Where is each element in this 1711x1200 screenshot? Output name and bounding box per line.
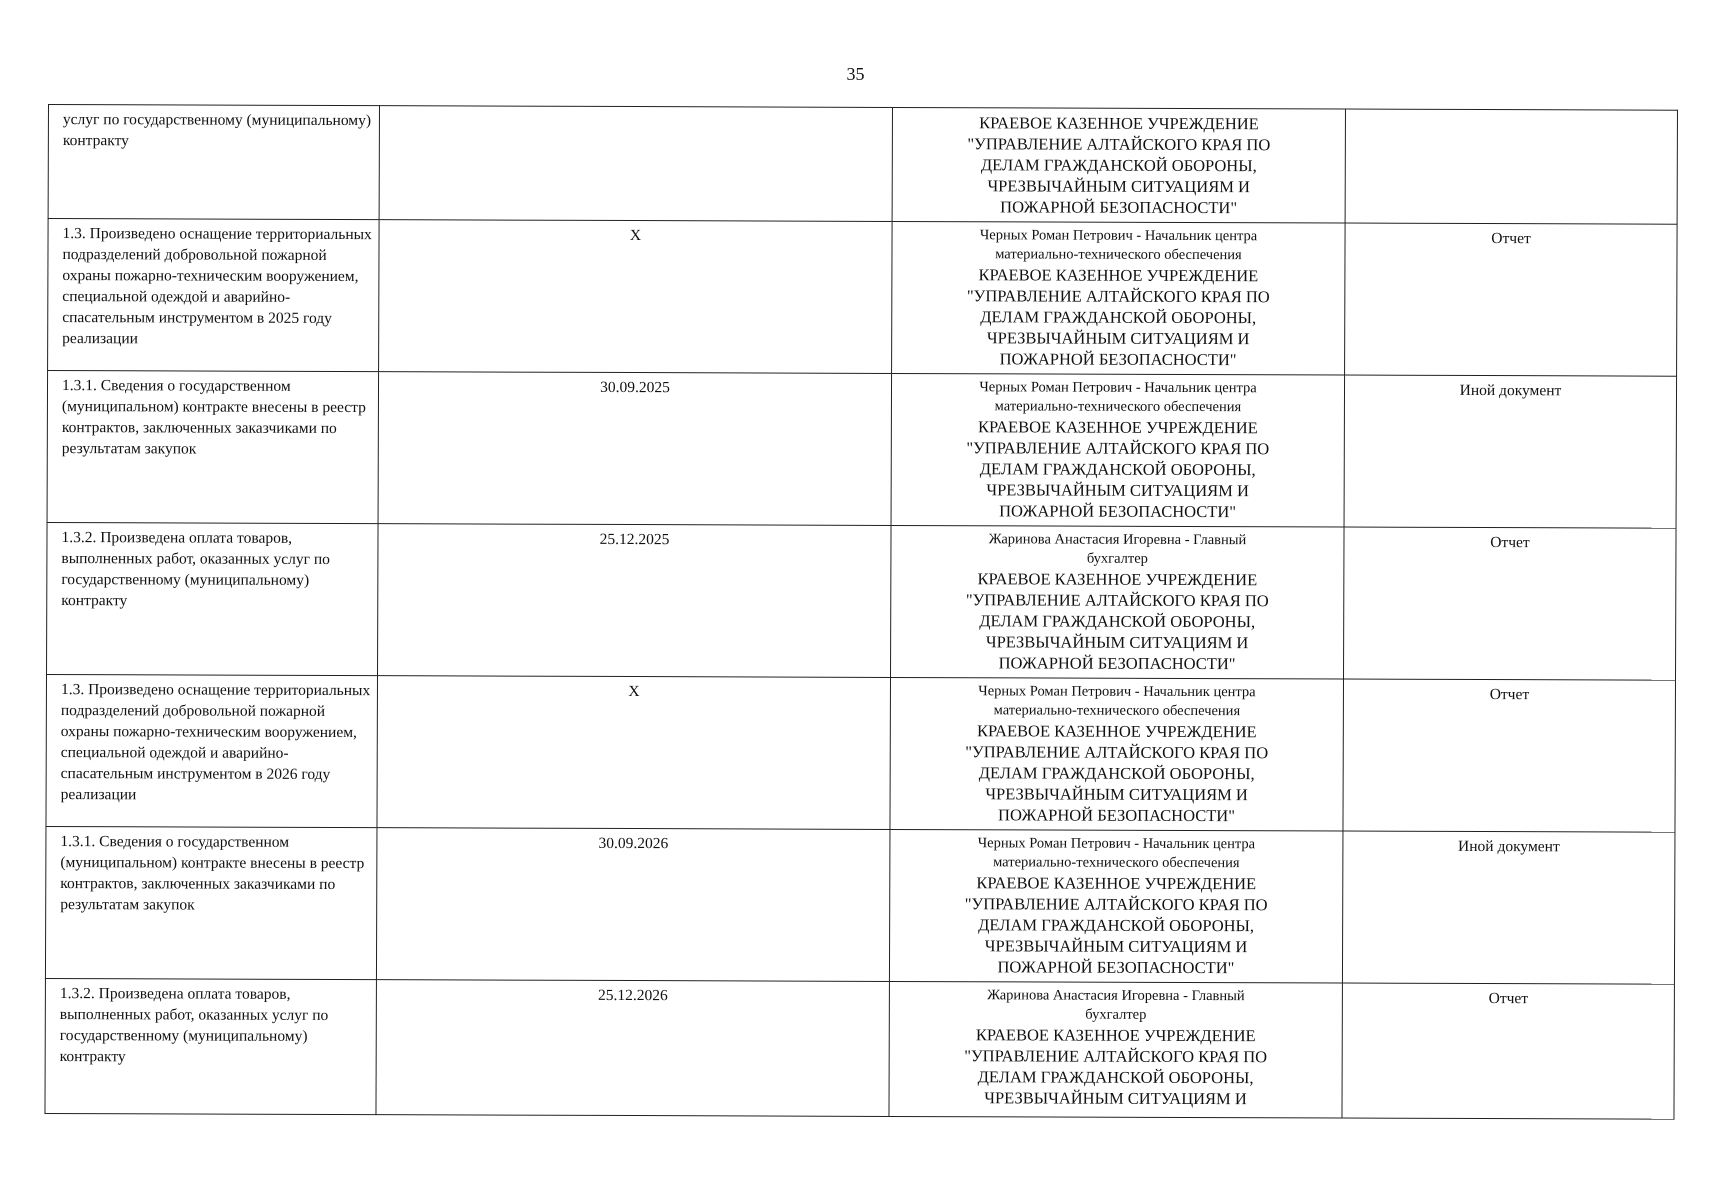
org-line: "УПРАВЛЕНИЕ АЛТАЙСКОГО КРАЯ ПО (965, 590, 1269, 611)
row-responsible-cell (889, 981, 1342, 1118)
responsible-person: Жаринова Анастасия Игоревна - Главный (988, 531, 1247, 549)
responsible-person: Черных Роман Петрович - Начальник центра (978, 683, 1256, 701)
table-row (47, 522, 1677, 680)
row-date-cell: 25.12.2025 (378, 524, 892, 678)
row-name-cell: 1.3.2. Произведена оплата товаров, выполненных работ, оказанных услуг по государственному (муниципальному) контракту (47, 522, 379, 675)
responsible-person: Черных Роман Петрович - Начальник центра (979, 227, 1258, 245)
org-line: "УПРАВЛЕНИЕ АЛТАЙСКОГО КРАЯ ПО (966, 438, 1270, 459)
row-doc-cell: Иной документ (1344, 375, 1677, 528)
row-name-cell: 1.3. Произведено оснащение территориальных подразделений добровольной пожарной охраны пожарно-техническим вооружением, специальной одеждой и аварийно-спасательным инструментом в 2025 году реализации (48, 219, 380, 372)
table-row (46, 674, 1676, 832)
responsible-position: бухгалтер (1086, 550, 1148, 567)
page-number: 35 (846, 64, 865, 84)
org-line: КРАЕВОЕ КАЗЕННОЕ УЧРЕЖДЕНИЕ (977, 569, 1258, 590)
row-responsible-cell (891, 525, 1345, 679)
row-doc-cell: Иной документ (1342, 831, 1675, 984)
row-date-cell: X (379, 220, 893, 374)
table-row (48, 105, 1677, 225)
plan-table (44, 104, 1678, 1120)
org-line: КРАЕВОЕ КАЗЕННОЕ УЧРЕЖДЕНИЕ (979, 113, 1259, 134)
org-line: ДЕЛАМ ГРАЖДАНСКОЙ ОБОРОНЫ, (979, 611, 1256, 632)
responsible-position: бухгалтер (1085, 1006, 1147, 1023)
org-line: "УПРАВЛЕНИЕ АЛТАЙСКОГО КРАЯ ПО (964, 1046, 1268, 1067)
row-date-cell (379, 106, 892, 222)
responsible-clip (895, 986, 1335, 1114)
responsible-position: материально-технического обеспечения (995, 246, 1242, 264)
org-line: ДЕЛАМ ГРАЖДАНСКОЙ ОБОРОНЫ, (980, 307, 1257, 328)
org-line: ЧРЕЗВЫЧАЙНЫМ СИТУАЦИЯМ И (985, 632, 1249, 653)
row-doc-cell (1345, 109, 1677, 224)
responsible-person: Черных Роман Петрович - Начальник центра (979, 379, 1257, 397)
row-responsible-cell (892, 107, 1345, 223)
org-line: ЧРЕЗВЫЧАЙНЫМ СИТУАЦИЯМ И (987, 176, 1251, 197)
row-responsible-cell (892, 221, 1346, 375)
row-date-cell: 30.09.2025 (378, 372, 892, 526)
org-line: ЧРЕЗВЫЧАЙНЫМ СИТУАЦИЯМ И (986, 328, 1250, 349)
table-row (45, 978, 1674, 1119)
row-name-cell: 1.3.1. Сведения о государственном (муниципальном) контракте внесены в реестр контрактов, заключенных заказчиками по результатам закупок (45, 826, 377, 979)
org-line: КРАЕВОЕ КАЗЕННОЕ УЧРЕЖДЕНИЕ (978, 265, 1259, 286)
org-line: ДЕЛАМ ГРАЖДАНСКОЙ ОБОРОНЫ, (979, 459, 1256, 480)
row-date-cell: X (377, 676, 891, 830)
org-line: ПОЖАРНОЙ БЕЗОПАСНОСТИ" (998, 805, 1235, 826)
org-line: ДЕЛАМ ГРАЖДАНСКОЙ ОБОРОНЫ, (980, 155, 1257, 176)
row-doc-cell: Отчет (1343, 679, 1676, 832)
org-line: ЧРЕЗВЫЧАЙНЫМ СИТУАЦИЯМ И (986, 480, 1249, 501)
org-line: ДЕЛАМ ГРАЖДАНСКОЙ ОБОРОНЫ, (977, 1067, 1254, 1088)
responsible-position: материально-технического обеспечения (993, 702, 1241, 720)
org-line: "УПРАВЛЕНИЕ АЛТАЙСКОГО КРАЯ ПО (966, 286, 1270, 307)
row-date-cell: 25.12.2026 (376, 980, 889, 1117)
org-line: "УПРАВЛЕНИЕ АЛТАЙСКОГО КРАЯ ПО (967, 134, 1271, 155)
responsible-position: материально-технического обеспечения (993, 854, 1240, 872)
row-name-cell: услуг по государственному (муниципальному) контракту (48, 105, 379, 220)
org-line: ДЕЛАМ ГРАЖДАНСКОЙ ОБОРОНЫ, (978, 915, 1255, 936)
table-row (45, 826, 1675, 984)
org-line: ЧРЕЗВЫЧАЙНЫМ СИТУАЦИЯМ И (984, 936, 1248, 957)
row-responsible-cell (890, 677, 1344, 831)
responsible-person: Черных Роман Петрович - Начальник центра (977, 835, 1256, 853)
org-line: ЧРЕЗВЫЧАЙНЫМ СИТУАЦИЯМ И (984, 1088, 1247, 1109)
responsible-person: Жаринова Анастасия Игоревна - Главный (987, 987, 1245, 1005)
row-name-cell: 1.3. Произведено оснащение территориальных подразделений добровольной пожарной охраны пожарно-техническим вооружением, специальной одеждой и аварийно-спасательным инструментом в 2026 году реализации (46, 674, 378, 827)
org-line: "УПРАВЛЕНИЕ АЛТАЙСКОГО КРАЯ ПО (964, 894, 1268, 915)
row-name-cell: 1.3.1. Сведения о государственном (муниципальном) контракте внесены в реестр контрактов, заключенных заказчиками по результатам закупок (47, 371, 379, 524)
row-doc-cell: Отчет (1344, 527, 1677, 680)
row-date-cell: 30.09.2026 (376, 828, 890, 982)
row-responsible-cell (891, 373, 1345, 527)
org-line: ДЕЛАМ ГРАЖДАНСКОЙ ОБОРОНЫ, (978, 763, 1255, 784)
org-line: КРАЕВОЕ КАЗЕННОЕ УЧРЕЖДЕНИЕ (976, 873, 1257, 894)
responsible-position: материально-технического обеспечения (994, 398, 1242, 416)
org-line: ЧРЕЗВЫЧАЙНЫМ СИТУАЦИЯМ И (985, 784, 1248, 805)
org-line: КРАЕВОЕ КАЗЕННОЕ УЧРЕЖДЕНИЕ (978, 417, 1258, 438)
row-responsible-cell (889, 829, 1343, 983)
table-row (48, 219, 1678, 377)
table-row (47, 371, 1677, 529)
row-name-cell: 1.3.2. Произведена оплата товаров, выполненных работ, оказанных услуг по государственному (муниципальному) контракту (45, 978, 376, 1114)
org-line: "УПРАВЛЕНИЕ АЛТАЙСКОГО КРАЯ ПО (965, 742, 1269, 763)
org-line: КРАЕВОЕ КАЗЕННОЕ УЧРЕЖДЕНИЕ (976, 721, 1257, 742)
row-doc-cell: Отчет (1345, 223, 1678, 376)
org-line: ПОЖАРНОЙ БЕЗОПАСНОСТИ" (1000, 197, 1238, 218)
org-line: ПОЖАРНОЙ БЕЗОПАСНОСТИ" (999, 349, 1237, 370)
org-line: ПОЖАРНОЙ БЕЗОПАСНОСТИ" (997, 957, 1235, 978)
row-doc-cell: Отчет (1342, 983, 1674, 1119)
org-line: ПОЖАРНОЙ БЕЗОПАСНОСТИ" (998, 653, 1236, 674)
org-line: ПОЖАРНОЙ БЕЗОПАСНОСТИ" (999, 501, 1237, 522)
org-line: КРАЕВОЕ КАЗЕННОЕ УЧРЕЖДЕНИЕ (975, 1025, 1256, 1046)
